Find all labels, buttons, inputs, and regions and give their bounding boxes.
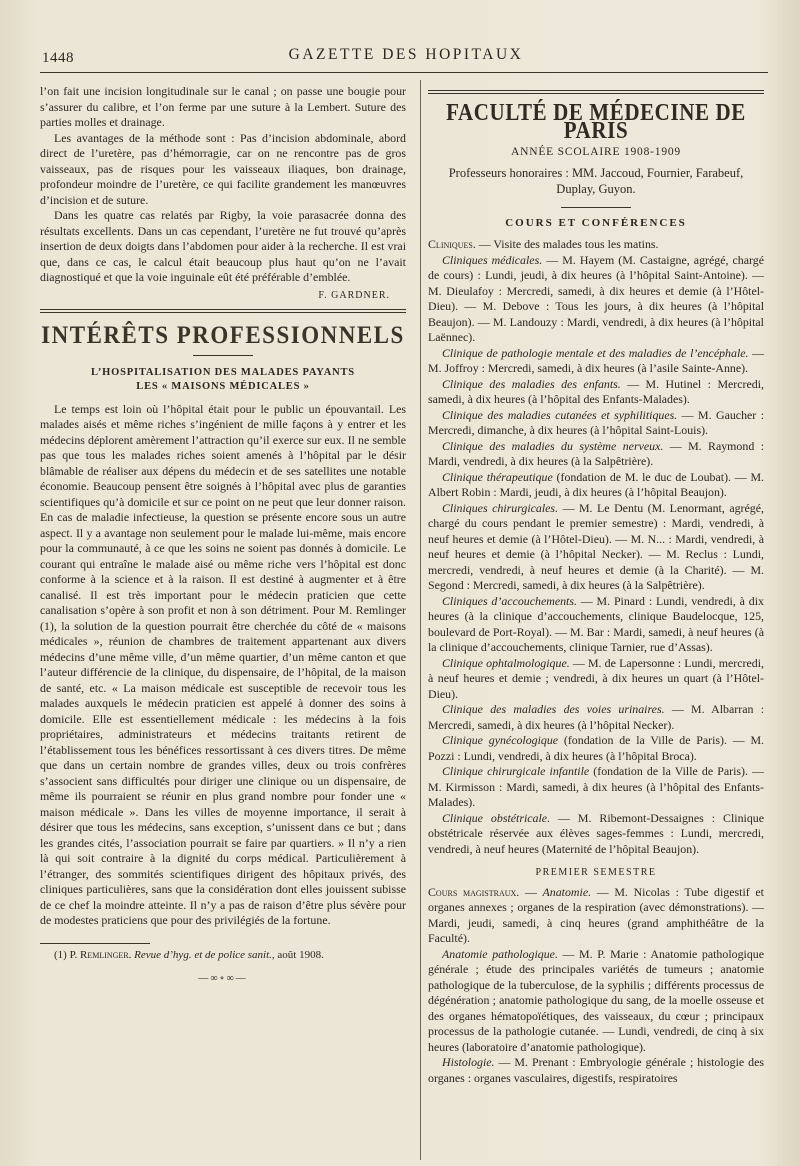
clinic-schedule: (fondation de la Ville de Paris). — M. Kirmisson : Mardi, samedi, à dix heures (à l’hôpital des Enfants-Malades). [428, 764, 764, 809]
clinic-entry [428, 501, 764, 594]
clinic-name: Clinique de pathologie mentale et des maladies de l’encéphale. [442, 345, 749, 360]
clinic-name: Clinique des maladies des voies urinaires. [442, 702, 665, 716]
footnote [40, 948, 406, 964]
cliniques-intro [428, 237, 764, 253]
footnote-number: (1) P. [54, 948, 80, 961]
clinic-name: Clinique obstétricale. [442, 810, 551, 825]
clinic-entry [428, 764, 764, 811]
clinic-entry [428, 377, 764, 408]
clinic-name: Clinique thérapeutique [442, 469, 553, 484]
clinic-schedule: (fondation de M. le duc de Loubat). — M. Albert Robin : Mardi, jeudi, à dix heures (à l’hôpital Beaujon). [428, 469, 764, 499]
clinic-name: Cliniques chirurgicales. [442, 500, 559, 515]
clinic-entry [428, 594, 764, 656]
page-header [42, 40, 770, 70]
clinic-entry [428, 253, 764, 346]
course-name: Histologie. [442, 1055, 495, 1069]
clinic-name: Clinique des maladies cutanées et syphilitiques. [442, 407, 678, 422]
courses-title: COURS ET CONFÉRENCES [505, 216, 687, 229]
clinic-name: Cliniques médicales. [442, 252, 543, 267]
running-title: GAZETTE DES HOPITAUX [288, 46, 524, 63]
paragraph: Dans les quatre cas relatés par Rigby, la voie parasacrée donna des résultats excellents. Dans un cas cependant, l’uretère ne fut trouvé qu’après insertion de deux doigts dans l’abdomen pour aider à la recherche. Il est vrai que, dans ce cas, le calcul était beaucoup plus haut qu’on ne l’avait diagnostiqué et que la voie inguinale eût été préférable d’emblée. [40, 208, 406, 284]
courses-label: Cours magistraux. [428, 884, 520, 899]
clinic-schedule: — M. Joffroy : Mercredi, samedi, à dix heures (à l’asile Sainte-Anne). [428, 345, 764, 375]
footnote-source: Revue d’hyg. et de police sanit., [131, 948, 275, 961]
cliniques-intro-text: — Visite des malades tous les matins. [475, 237, 659, 251]
clinic-schedule: — M. Raymond : Mardi, vendredi, à dix heures (à la Salpêtrière). [428, 438, 764, 468]
footnote-date: août 1908. [274, 948, 324, 961]
section-rule [428, 90, 764, 94]
article-title-line: L’HOSPITALISATION DES MALADES PAYANTS [91, 366, 355, 378]
article-title-line: LES « MAISONS MÉDICALES » [136, 380, 310, 392]
article-body: Le temps est loin où l’hôpital était pour le public un épouvantail. Les malades aisés et même riches s’ingénient de mille façons à y entrer et les médecins déplorent amèrement l’attraction qu’il exerce sur eux. Il ne semble pas que tous les malades riches soient amenés à l’hôpital par le désir blâmable de réaliser aux dépens du médecin et de ses satellites une notable économie. Beaucoup pensent être soignés à l’hôpital avec plus de garanties scientifiques qu’à domicile et sur ce point on ne peut que leur donner raison. En cas de maladie infectieuse, la question se présente encore sous un autre aspect. Il y a avantage non seulement pour le malade lui-même, mais encore pour la communauté, à ce que les soins ne soient pas donnés à domicile. Le courant qui entraîne le malade aisé ou même riche vers l’hôpital est donc conforme à la science et à la raison. Il est destiné à augmenter et à être canalisé. Il est très important pour le médecin praticien que cette canalisation s’opère à son profit et non à son détriment. Pour M. Remlinger (1), la solution de la question pourrait être cherchée du côté de « maisons médicales », réunion de chambres de traitement appartenant aux divers médecins d’une même ville, d’un même quartier, d’un même canton et que l’auteur différencie de la clinique, du dispensaire, de l’hôpital, de la maison de santé, etc. « La maison médicale est susceptible de recevoir tous les malades auxquels le médecin praticien est appelé à donner des soins à domicile. Elle est essentiellement médicale : les médecins à la fois propriétaires, administrateurs et médecins traitants retirent de l’établissement tous les bénéfices ressortissant à ces divers titres. De même que dans un certain nombre de grandes villes, deux ou trois confrères s’associent sans difficultés pour diriger une clinique ou un dispensaire, de même ils pourraient se réunir en plus grand nombre pour fonder une « maison médicale ». Dans les villes de moyenne importance, il serait à désirer que tous les médecins, sans exception, s’unissent dans ce but ; dans les grandes cités, l’association pourrait se faire par quartiers. » Il n’y a rien là qui soit contraire à la dignité du corps médical. Particulièrement à l’étranger, des sommités scientifiques dirigent des hôpitaux privés, des cliniques particulières, sans que la considération dont elles jouissent subisse de ce chef la moindre atteinte. Il n’y a pas de raison d’être plus sévère pour de modestes praticiens que pour des privilégiés de la fortune. [40, 401, 406, 927]
footnote-rule [40, 943, 150, 944]
clinic-schedule: — M. Hutinel : Mercredi, samedi, à dix heures (à l’hôpital des Enfants-Malades). [428, 376, 764, 406]
clinic-entry [428, 733, 764, 764]
article-title [40, 366, 406, 394]
clinic-name: Clinique chirurgicale infantile [442, 764, 590, 778]
ornament: —∞∘∞— [198, 973, 248, 984]
clinic-name: Clinique ophtalmologique. [442, 655, 570, 670]
course-description: — M. Nicolas : Tube digestif et organes annexes ; organes de la respiration (avec démonstrations). — Mardi, jeudi, samedi, à cinq heures (grand amphithéâtre de la Faculté). [428, 884, 764, 945]
clinic-entry [428, 439, 764, 470]
right-column [428, 84, 764, 1086]
semester-heading: PREMIER SEMESTRE [535, 867, 657, 878]
cliniques-label: Cliniques. [428, 237, 476, 251]
clinic-entry [428, 408, 764, 439]
clinic-name: Clinique gynécologique [442, 733, 559, 747]
clinic-entry [428, 470, 764, 501]
honorary-professors: Professeurs honoraires : MM. Jaccoud, Fournier, Farabeuf, Duplay, Guyon. [448, 165, 744, 196]
clinic-schedule: — M. Pinard : Lundi, vendredi, à dix heures (à la clinique d’accouchements, clinique Baudelocque, 125, boulevard de Port-Royal). — M. Bar : Mardi, samedi, à neuf heures (à la clinique d’accouchements, clinique Tarnier, rue d’Assas). [428, 593, 764, 654]
clinic-schedule: — M. de Lapersonne : Lundi, mercredi, à neuf heures et demie ; vendredi, à dix heures un quart (à l’Hôtel-Dieu). [428, 655, 764, 701]
section-rule [40, 309, 406, 313]
clinic-entry [428, 346, 764, 377]
paragraph: l’on fait une incision longitudinale sur le canal ; on passe une bougie pour s’assurer du calibre, et l’on ferme par une suture à la Lembert. Suture des parties molles et drainage. [40, 84, 406, 129]
course-description: — M. P. Marie : Anatomie pathologique générale ; étude des principales variétés de tumeurs ; anatomie pathologique de la tuberculose, de la syphilis ; différents processus de dégénération ; anatomie pathologique du sang, de la moelle osseuse et des organes hématopoïétiques, des vaisseaux, du cœur ; principaux processus de la pathologie cutanée. — Lundi, vendredi, de cinq à six heures (laboratoire d’anatomie pathologique). [428, 946, 764, 1054]
clinic-entry [428, 702, 764, 733]
course-entry [428, 885, 764, 947]
column-divider [420, 80, 421, 1160]
cliniques-list [428, 253, 764, 858]
course-name: Anatomie. [542, 884, 592, 899]
clinic-name: Clinique des maladies des enfants. [442, 376, 621, 391]
courses-list [428, 885, 764, 1087]
course-description: — M. Prenant : Embryologie générale ; histologie des organes : organes vasculaires, digestifs, respiratoires [428, 1055, 764, 1085]
page-number: 1448 [42, 50, 74, 66]
divider [561, 207, 631, 208]
section-title: INTÉRÊTS PROFESSIONNELS [41, 320, 405, 349]
footnote-author: Remlinger. [79, 948, 132, 961]
left-column [40, 84, 406, 987]
clinic-schedule: (fondation de la Ville de Paris). — M. Pozzi : Lundi, vendredi, à dix heures (à l’hôpital Broca). [428, 733, 764, 763]
course-name: Anatomie pathologique. [442, 946, 558, 961]
clinic-schedule: — M. Le Dentu (M. Lenormant, agrégé, chargé du cours pendant le premier semestre) : Mardi, vendredi, à neuf heures et demie (à l’Hôtel-Dieu). — M. N... : Mardi, vendredi, à neuf heures et demie (à l’hôpital Necker). — M. Reclus : Lundi, mercredi, vendredi, à neuf heures et demie (à la Charité). — M. Segond : Mercredi, samedi, à dix heures (à la Salpêtrière). [428, 500, 764, 592]
paragraph: Les avantages de la méthode sont : Pas d’incision abdominale, abord direct de l’uretère, pas d’hémorragie, car on ne rencontre pas de gros vaisseaux, pas de risques pour les vaisseaux iliaques, bon drainage, profondeur moindre de l’uretère, ce qui facilite grandement les manœuvres d’incision et de suture. [40, 130, 406, 207]
clinic-schedule: — M. Gaucher : Mercredi, dimanche, à dix heures (à l’hôpital Saint-Louis). [428, 407, 764, 437]
header-rule [40, 72, 768, 73]
course-entry [428, 947, 764, 1056]
divider [193, 355, 253, 356]
school-year: ANNÉE SCOLAIRE 1908-1909 [511, 146, 681, 158]
course-lead: — [519, 884, 543, 899]
course-entry [428, 1055, 764, 1086]
clinic-schedule: — M. Hayem (M. Castaigne, agrégé, chargé de cours) : Lundi, jeudi, à dix heures (à l’hôpital Saint-Antoine). — M. Dieulafoy : Mercredi, samedi, à dix heures et demie (à l’Hôtel-Dieu). — M. Debove : Tous les jours, à dix heures (à l’hôpital Beaujon). — M. Landouzy : Mardi, vendredi, à dix heures (à l’hôpital Laënnec). [428, 252, 764, 344]
clinic-entry [428, 811, 764, 858]
clinic-schedule: — M. Ribemont-Dessaignes : Clinique obstétricale réservée aux élèves sages-femmes : Lundi, mercredi, vendredi, à neuf heures (Maternité de l’hôpital Beaujon). [428, 810, 764, 856]
clinic-name: Clinique des maladies du système nerveux. [442, 438, 664, 453]
author-signature: F. GARDNER. [318, 289, 390, 301]
clinic-entry [428, 656, 764, 703]
clinic-schedule: — M. Albarran : Mercredi, samedi, à dix heures (à l’hôpital Necker). [428, 702, 764, 732]
faculty-title: FACULTÉ DE MÉDECINE DE PARIS [446, 97, 746, 144]
clinic-name: Cliniques d’accouchements. [442, 593, 577, 608]
